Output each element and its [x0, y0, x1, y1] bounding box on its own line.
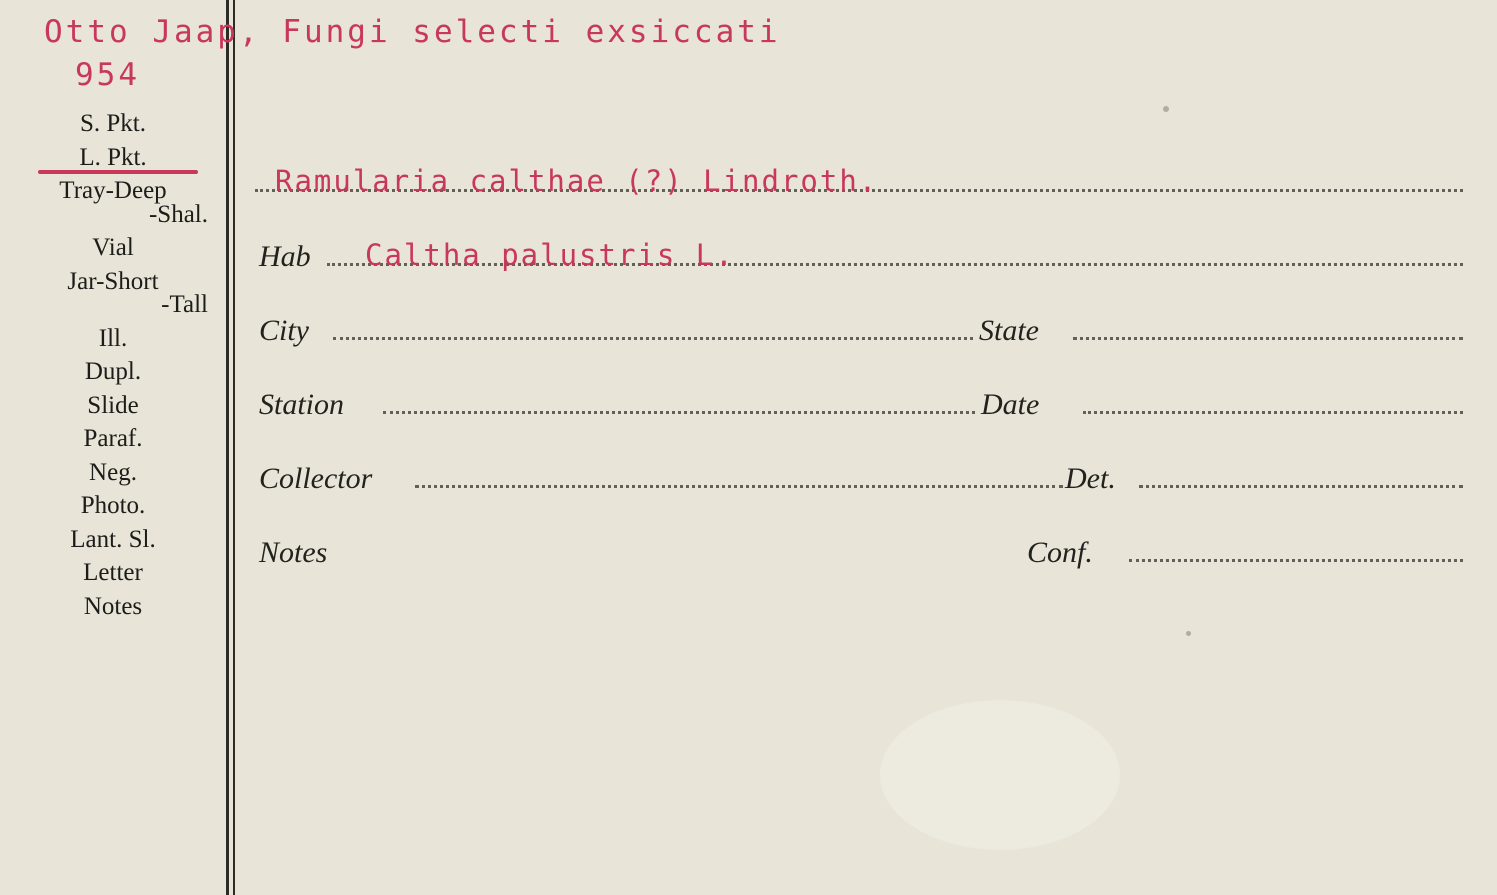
checklist-item[interactable] — [0, 524, 226, 558]
notes-label: Notes — [259, 536, 328, 569]
checklist-item-label: Photo. — [80, 492, 146, 519]
card-header-title: Otto Jaap, Fungi selecti exsiccati — [44, 14, 781, 50]
card-header-number: 954 — [75, 57, 140, 93]
checklist-item-label: Letter — [83, 559, 143, 586]
hab-value[interactable]: Caltha palustris L. — [365, 238, 735, 272]
checklist-item-label: Ill. — [98, 324, 128, 352]
checklist-item-sublabel: -Tall — [161, 291, 208, 318]
checklist-item-label: Paraf. — [83, 425, 143, 452]
form-row-collector-det — [255, 436, 1463, 510]
checklist-item-label: Slide — [87, 391, 139, 419]
form-row-city-state — [255, 288, 1463, 362]
checklist-item[interactable] — [0, 232, 226, 266]
vertical-divider-line-secondary — [233, 0, 235, 895]
checklist-item-label: Vial — [92, 234, 134, 261]
city-dotted-line — [333, 334, 973, 340]
paper-speck — [1186, 631, 1191, 636]
form-row-taxon — [255, 140, 1463, 214]
checklist-item[interactable] — [0, 557, 226, 591]
checklist-item-label: Notes — [83, 592, 143, 620]
paper-speck — [1163, 106, 1169, 112]
conf-label: Conf. — [1027, 536, 1093, 569]
checklist-item[interactable] — [0, 591, 226, 625]
state-dotted-line — [1073, 334, 1463, 340]
state-label: State — [979, 314, 1039, 347]
form-row-station-date — [255, 362, 1463, 436]
checklist-item[interactable] — [0, 390, 226, 424]
paper-blotch — [880, 700, 1120, 850]
taxon-value[interactable]: Ramularia calthae (?) Lindroth. — [275, 164, 879, 198]
station-label: Station — [259, 388, 345, 421]
checklist-item-label: Tray-Deep — [59, 177, 167, 204]
vertical-divider-line — [226, 0, 229, 895]
checklist-item[interactable] — [0, 323, 226, 357]
det-dotted-line — [1139, 482, 1463, 488]
checklist-item[interactable] — [0, 108, 226, 142]
checklist-column — [0, 108, 226, 624]
conf-dotted-line — [1129, 556, 1463, 562]
checklist-item[interactable] — [0, 423, 226, 457]
checklist-item[interactable] — [0, 175, 226, 232]
form-row-hab — [255, 214, 1463, 288]
checklist-item-label: Lant. Sl. — [70, 525, 156, 553]
checklist-item-label: S. Pkt. — [79, 110, 146, 137]
date-label: Date — [981, 388, 1040, 421]
checklist-item-sublabel: -Shal. — [148, 200, 208, 228]
checklist-item[interactable] — [0, 356, 226, 390]
checklist-item-label: L. Pkt. — [79, 143, 147, 171]
station-dotted-line — [383, 408, 975, 414]
date-dotted-line — [1083, 408, 1463, 414]
det-label: Det. — [1065, 462, 1116, 495]
collector-dotted-line — [415, 482, 1063, 488]
checklist-item[interactable] — [0, 490, 226, 524]
checklist-item-label: Neg. — [89, 458, 137, 486]
checklist-item-label: Dupl. — [84, 358, 142, 385]
checklist-item[interactable] — [0, 457, 226, 491]
hab-label: Hab — [259, 240, 311, 273]
form-row-notes-conf — [255, 510, 1463, 584]
form-area — [255, 140, 1463, 584]
checklist-item[interactable] — [0, 266, 226, 323]
checklist-item[interactable] — [0, 142, 226, 176]
city-label: City — [259, 314, 309, 347]
checklist-item-label: Jar-Short — [67, 267, 159, 295]
collector-label: Collector — [259, 462, 373, 495]
